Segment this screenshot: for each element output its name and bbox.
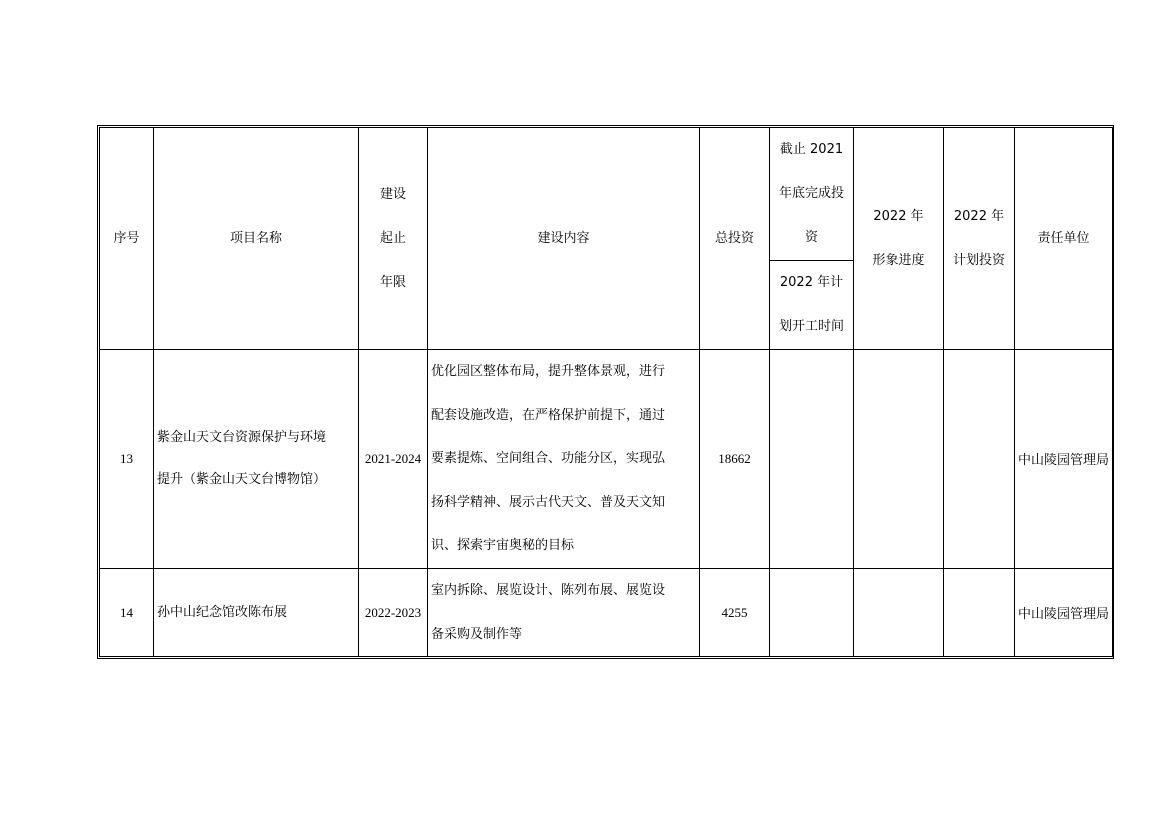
content-line: 室内拆除、展览设计、陈列布展、展览设 <box>431 582 666 598</box>
header-plan-line: 2022 年 <box>953 208 1005 224</box>
header-period-line: 起止 <box>379 230 406 246</box>
row-project-name <box>154 568 359 656</box>
row-responsible: 中山陵园管理局 <box>1015 568 1113 656</box>
content-line: 扬科学精神、展示古代天文、普及天文知 <box>431 494 666 510</box>
header-plan-invest <box>944 128 1015 350</box>
table-row <box>100 568 1113 656</box>
table-row <box>100 350 1113 569</box>
name-line: 孙中山纪念馆改陈布展 <box>157 604 288 620</box>
row-responsible: 中山陵园管理局 <box>1015 350 1113 569</box>
header-project-name: 项目名称 <box>154 128 359 350</box>
header-start-line: 2022 年计 <box>779 275 844 290</box>
content-line: 要素提炼、空间组合、功能分区，实现弘 <box>431 451 666 467</box>
header-start-2022 <box>770 261 854 350</box>
header-responsible: 责任单位 <box>1015 128 1113 350</box>
header-completed-line: 资 <box>804 230 818 245</box>
row-content <box>428 350 700 569</box>
name-line: 紫金山天文台资源保护与环境 <box>157 429 327 445</box>
header-progress-line: 2022 年 <box>873 208 924 224</box>
header-start-line: 划开工时间 <box>778 319 844 334</box>
project-table <box>99 127 1113 657</box>
row-plan-invest <box>944 568 1015 656</box>
content-line: 配套设施改造，在严格保护前提下，通过 <box>431 407 666 423</box>
row-image-progress <box>854 568 944 656</box>
header-period <box>359 128 428 350</box>
content-line: 优化园区整体布局，提升整体景观，进行 <box>431 364 666 379</box>
row-completed-2021 <box>770 350 854 569</box>
header-progress-line: 形象进度 <box>872 252 925 268</box>
project-table-frame <box>97 125 1114 659</box>
header-content: 建设内容 <box>428 128 700 350</box>
row-period: 2022-2023 <box>359 568 428 656</box>
row-total-invest: 18662 <box>700 350 770 569</box>
header-total-invest: 总投资 <box>700 128 770 350</box>
row-seq: 14 <box>100 568 154 656</box>
name-line: 提升（紫金山天文台博物馆） <box>157 471 327 487</box>
content-line: 备采购及制作等 <box>431 626 523 642</box>
row-seq: 13 <box>100 350 154 569</box>
row-completed-2021 <box>770 568 854 656</box>
row-plan-invest <box>944 350 1015 569</box>
content-line: 识、探索宇宙奥秘的目标 <box>431 538 575 554</box>
header-image-progress <box>854 128 944 350</box>
row-content <box>428 568 700 656</box>
header-period-line: 年限 <box>379 274 406 290</box>
header-completed-2021 <box>770 128 854 261</box>
header-period-line: 建设 <box>379 186 406 202</box>
row-total-invest: 4255 <box>700 568 770 656</box>
header-row <box>100 128 1113 261</box>
row-project-name <box>154 350 359 569</box>
header-plan-line: 计划投资 <box>952 252 1005 268</box>
header-seq: 序号 <box>100 128 154 350</box>
header-completed-line: 截止 2021 <box>779 142 844 157</box>
header-completed-line: 年底完成投 <box>778 186 844 201</box>
row-period: 2021-2024 <box>359 350 428 569</box>
row-image-progress <box>854 350 944 569</box>
